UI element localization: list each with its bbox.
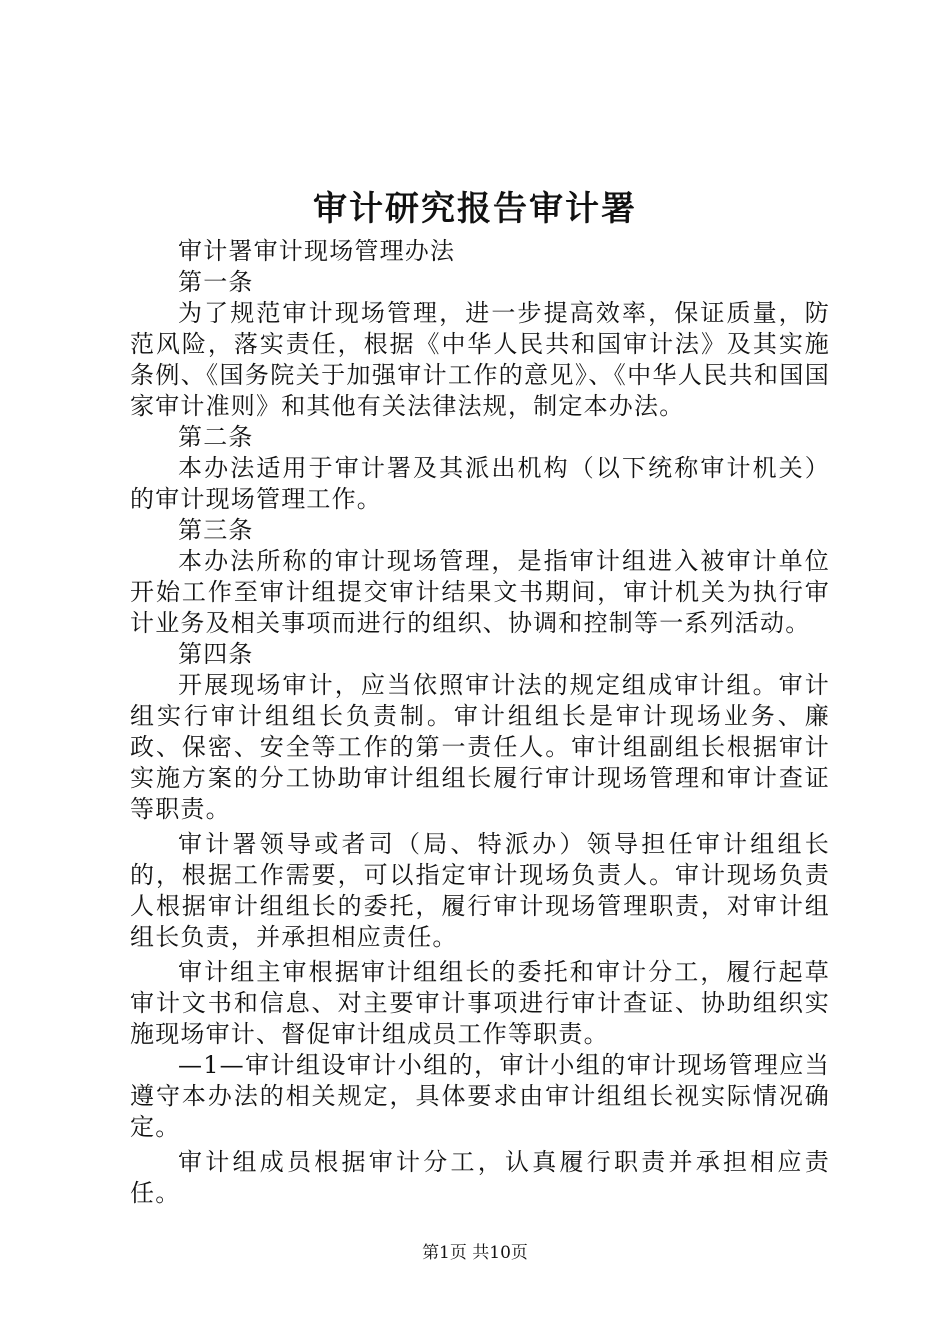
article-paragraph: —1—审计组设审计小组的，审计小组的审计现场管理应当遵守本办法的相关规定，具体要求由审计组组长视实际情况确定。 xyxy=(130,1051,830,1141)
document-subtitle: 审计署审计现场管理办法 xyxy=(178,237,456,265)
document-body xyxy=(130,236,830,1209)
article-paragraph: 审计组成员根据审计分工，认真履行职责并承担相应责任。 xyxy=(130,1148,830,1207)
article-heading-2: 第二条 xyxy=(178,423,254,451)
article-heading-3: 第三条 xyxy=(178,516,254,544)
article-paragraph: 开展现场审计，应当依照审计法的规定组成审计组。审计组实行审计组组长负责制。审计组组长是审计现场业务、廉政、保密、安全等工作的第一责任人。审计组副组长根据审计实施方案的分工协助审计组组长履行审计现场管理和审计查证等职责。 xyxy=(130,671,830,823)
article-heading-4: 第四条 xyxy=(178,640,254,668)
article-paragraph: 审计署领导或者司（局、特派办）领导担任审计组组长的，根据工作需要，可以指定审计现场负责人。审计现场负责人根据审计组组长的委托，履行审计现场管理职责，对审计组组长负责，并承担相应责任。 xyxy=(130,830,830,951)
article-paragraph: 为了规范审计现场管理，进一步提高效率，保证质量，防范风险，落实责任，根据《中华人民共和国审计法》及其实施条例、《国务院关于加强审计工作的意见》、《中华人民共和国国家审计准则》和其他有关法律法规，制定本办法。 xyxy=(130,299,830,420)
article-paragraph: 本办法适用于审计署及其派出机构（以下统称审计机关）的审计现场管理工作。 xyxy=(130,454,830,513)
article-heading-1: 第一条 xyxy=(178,268,254,296)
article-paragraph: 本办法所称的审计现场管理，是指审计组进入被审计单位开始工作至审计组提交审计结果文书期间，审计机关为执行审计业务及相关事项而进行的组织、协调和控制等一系列活动。 xyxy=(130,547,830,637)
document-title: 审计研究报告审计署 xyxy=(313,189,637,229)
page-number: 第1页 共10页 xyxy=(422,1243,528,1263)
article-paragraph: 审计组主审根据审计组组长的委托和审计分工，履行起草审计文书和信息、对主要审计事项进行审计查证、协助组织实施现场审计、督促审计组成员工作等职责。 xyxy=(130,958,830,1048)
